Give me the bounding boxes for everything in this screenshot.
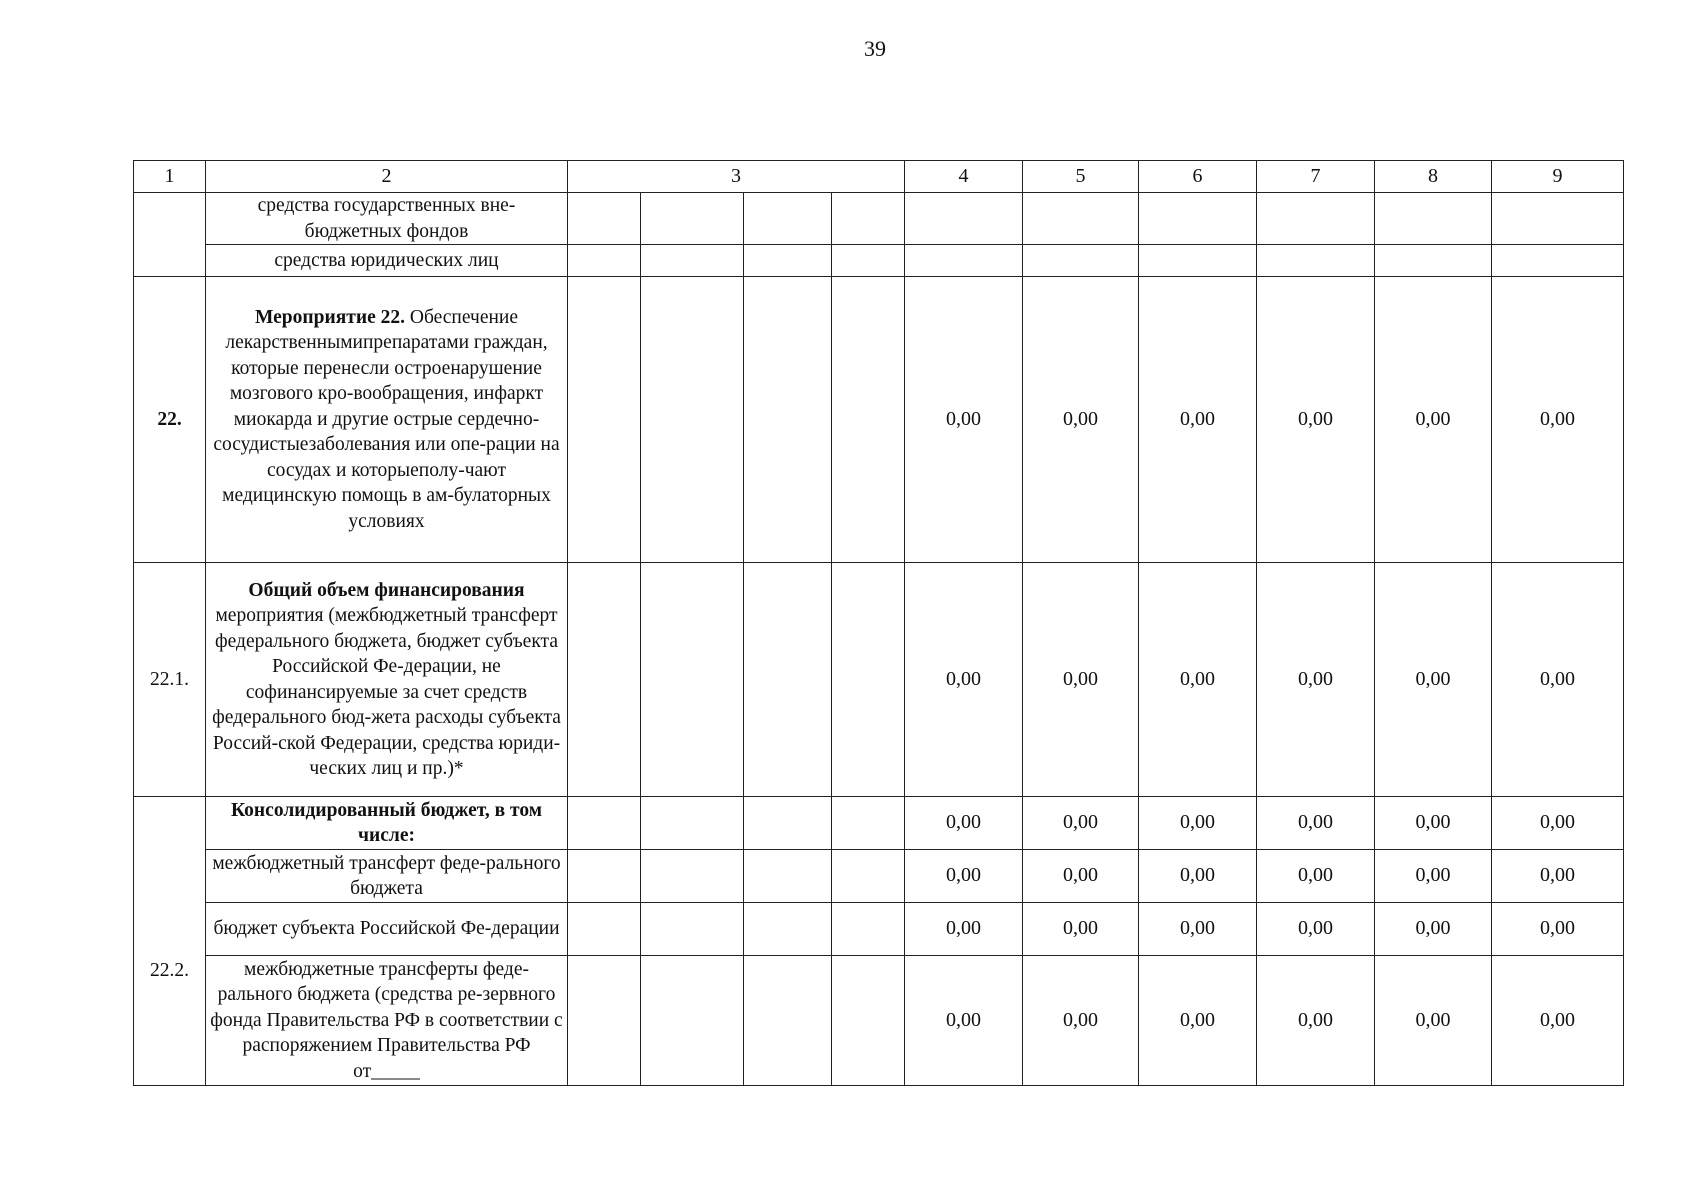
row-text: Обеспечение лекарственнымипрепаратами граждан, которые перенесли остроенарушение мозгового кро-вообращения, инфаркт миокарда и другие острые сердечно-сосудистыезаболевания или опе-рации на сосудах и которыеполу-чают медицинскую помощь в ам-булаторных условиях bbox=[213, 306, 560, 532]
row-number: 22.1. bbox=[134, 563, 206, 797]
value-cell: 0,00 bbox=[1375, 563, 1492, 797]
value-cell: 0,00 bbox=[1257, 903, 1375, 956]
column-number-header-row bbox=[134, 161, 1624, 193]
table-row bbox=[134, 850, 1624, 903]
row-description bbox=[206, 797, 568, 850]
row-label: средства государственных вне-бюджетных фондов bbox=[206, 193, 568, 245]
value-cell: 0,00 bbox=[905, 956, 1023, 1086]
col-header-8: 8 bbox=[1375, 161, 1492, 193]
col-header-4: 4 bbox=[905, 161, 1023, 193]
table-row bbox=[134, 956, 1624, 1086]
table-row bbox=[134, 277, 1624, 563]
row-title: Общий объем финансирования bbox=[248, 579, 525, 601]
value-cell: 0,00 bbox=[1375, 850, 1492, 903]
col-header-7: 7 bbox=[1257, 161, 1375, 193]
value-cell: 0,00 bbox=[1375, 797, 1492, 850]
row-label: бюджет субъекта Российской Фе-дерации bbox=[206, 903, 568, 956]
table-row bbox=[134, 193, 1624, 245]
row-number-cell bbox=[134, 193, 206, 277]
row-label: межбюджетный трансферт феде-рального бюджета bbox=[206, 850, 568, 903]
value-cell: 0,00 bbox=[1492, 850, 1624, 903]
value-cell: 0,00 bbox=[1257, 797, 1375, 850]
row-number: 22. bbox=[134, 277, 206, 563]
value-cell: 0,00 bbox=[1375, 903, 1492, 956]
row-description bbox=[206, 563, 568, 797]
row-label: межбюджетные трансферты феде-рального бюджета (средства ре-зервного фонда Правительства РФ в соответствии с распоряжением Правительства РФ от_____ bbox=[206, 956, 568, 1086]
value-cell: 0,00 bbox=[1257, 850, 1375, 903]
value-cell: 0,00 bbox=[1492, 563, 1624, 797]
col-header-5: 5 bbox=[1023, 161, 1139, 193]
row-title: Мероприятие 22. bbox=[255, 306, 405, 328]
col-header-9: 9 bbox=[1492, 161, 1624, 193]
value-cell: 0,00 bbox=[1492, 956, 1624, 1086]
value-cell: 0,00 bbox=[1492, 903, 1624, 956]
col-header-1: 1 bbox=[134, 161, 206, 193]
value-cell: 0,00 bbox=[1023, 903, 1139, 956]
value-cell: 0,00 bbox=[1257, 956, 1375, 1086]
value-cell: 0,00 bbox=[1492, 277, 1624, 563]
col-header-6: 6 bbox=[1139, 161, 1257, 193]
table-row bbox=[134, 245, 1624, 277]
row-title: Консолидированный бюджет, в том числе: bbox=[231, 799, 542, 846]
value-cell: 0,00 bbox=[905, 850, 1023, 903]
value-cell: 0,00 bbox=[1139, 956, 1257, 1086]
row-label: средства юридических лиц bbox=[206, 245, 568, 277]
page-number: 39 bbox=[864, 36, 886, 61]
value-cell: 0,00 bbox=[905, 903, 1023, 956]
value-cell: 0,00 bbox=[1257, 277, 1375, 563]
value-cell: 0,00 bbox=[905, 563, 1023, 797]
value-cell: 0,00 bbox=[1023, 277, 1139, 563]
value-cell: 0,00 bbox=[1023, 850, 1139, 903]
value-cell: 0,00 bbox=[905, 797, 1023, 850]
value-cell: 0,00 bbox=[1375, 277, 1492, 563]
table-row bbox=[134, 797, 1624, 850]
value-cell: 0,00 bbox=[1375, 956, 1492, 1086]
row-number: 22.2. bbox=[134, 797, 206, 1086]
value-cell: 0,00 bbox=[1139, 903, 1257, 956]
financing-table bbox=[133, 160, 1624, 1086]
value-cell: 0,00 bbox=[1492, 797, 1624, 850]
table-row bbox=[134, 903, 1624, 956]
row-text: мероприятия (межбюджетный трансферт федерального бюджета, бюджет субъекта Российской Фе-дерации, не софинансируемые за счет средств федерального бюд-жета расходы субъекта Россий-ской Федерации, средства юриди-ческих лиц и пр.)* bbox=[212, 605, 561, 779]
value-cell: 0,00 bbox=[1139, 563, 1257, 797]
value-cell: 0,00 bbox=[905, 277, 1023, 563]
row-description bbox=[206, 277, 568, 563]
value-cell: 0,00 bbox=[1139, 850, 1257, 903]
value-cell: 0,00 bbox=[1023, 956, 1139, 1086]
value-cell: 0,00 bbox=[1023, 563, 1139, 797]
value-cell: 0,00 bbox=[1139, 797, 1257, 850]
value-cell: 0,00 bbox=[1139, 277, 1257, 563]
table-row bbox=[134, 563, 1624, 797]
col-header-2: 2 bbox=[206, 161, 568, 193]
col-header-3: 3 bbox=[568, 161, 905, 193]
value-cell: 0,00 bbox=[1023, 797, 1139, 850]
value-cell: 0,00 bbox=[1257, 563, 1375, 797]
